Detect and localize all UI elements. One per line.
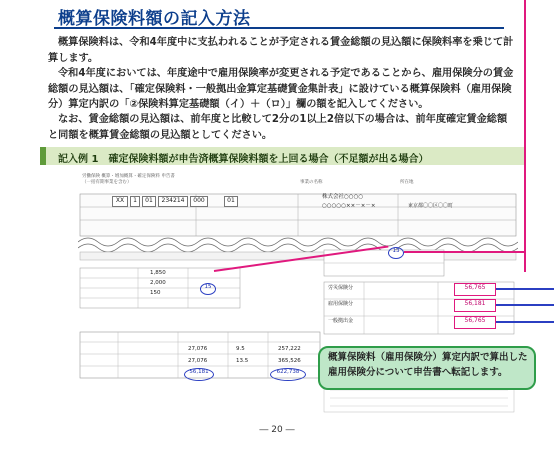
right-label-1: 労災保険分	[328, 285, 354, 291]
company-name-kana: ○○○○○××－×－×	[322, 203, 376, 209]
page-number: ― 20 ―	[259, 425, 295, 435]
lower-result-1: 257,222	[278, 346, 301, 352]
wage-value-2: 2,000	[150, 280, 166, 286]
amount-box-1: 56,765	[454, 283, 496, 296]
code-cell-5: 000	[190, 196, 208, 207]
wage-value-3: 150	[150, 290, 161, 296]
connector-3	[496, 321, 554, 323]
lower-value-1: 27,076	[188, 346, 208, 352]
lower-result-2: 365,526	[278, 358, 301, 364]
heading-rule	[54, 27, 504, 29]
lower-result-3: 622,738	[270, 368, 306, 381]
company-name: 株式会社○○○○	[322, 194, 364, 200]
page-heading: 概算保険料額の記入方法	[58, 9, 251, 29]
form-note-1: 労働保険 概算・増加概算・確定保険料 申告書	[82, 174, 175, 179]
code-cell-6: 01	[224, 196, 238, 207]
lower-rate-2: 13.5	[236, 358, 249, 364]
code-cell-3: 01	[142, 196, 156, 207]
code-cell-1: XX	[112, 196, 128, 207]
form-note-2: （一括有期事業を含む）	[82, 180, 132, 185]
code-cell-2: 1	[130, 196, 140, 207]
right-label-3: 一般拠出金	[328, 318, 354, 324]
callout-text: 概算保険料（雇用保険分）算定内訳で算出した雇用保険分について申告書へ転記します。	[328, 352, 528, 378]
wage-value-1: 1,850	[150, 270, 166, 276]
example-label: 記入例 1 確定保険料額が申告済概算保険料額を上回る場合（不足額が出る場合）	[58, 154, 429, 165]
circle-13: 13	[388, 247, 404, 259]
form-note-3: 事業の名称	[300, 180, 323, 185]
paragraph-1: 概算保険料は、令和4年度中に支払われることが予定される賃金総額の見込額に保険料率を乗じて計算します。	[48, 37, 514, 64]
circle-15: 15	[200, 283, 216, 295]
pink-guide-line	[524, 0, 526, 272]
right-label-2: 雇用保険分	[328, 301, 354, 307]
lower-value-2: 27,076	[188, 358, 208, 364]
amount-box-3: 56,765	[454, 316, 496, 329]
paragraph-2: 令和4年度においては、年度途中で雇用保険率が変更される予定であることから、雇用保険分の賃金総額の見込額は、「確定保険料・一般拠出金算定基礎賃金集計表」に設けている概算保険料（雇用保険分）算定内訳の「②保険料算定基礎額（イ）＋（ロ）」欄の額を記入してください。	[48, 68, 514, 110]
amount-box-2: 56,181	[454, 299, 496, 312]
address: 東京都〇〇区〇〇町	[408, 203, 454, 209]
code-cell-4: 234214	[158, 196, 188, 207]
connector-2	[496, 304, 554, 306]
pink-connector-2	[404, 251, 526, 253]
connector-1	[496, 288, 554, 290]
lower-rate-1: 9.5	[236, 346, 245, 352]
lower-value-3: 56,181	[184, 368, 214, 381]
paragraph-3: なお、賃金総額の見込額は、前年度と比較して2分の1以上2倍以下の場合は、前年度確定賃金総額と同額を概算賃金総額の見込額としてください。	[48, 114, 508, 141]
form-note-4: 所在地	[400, 180, 414, 185]
